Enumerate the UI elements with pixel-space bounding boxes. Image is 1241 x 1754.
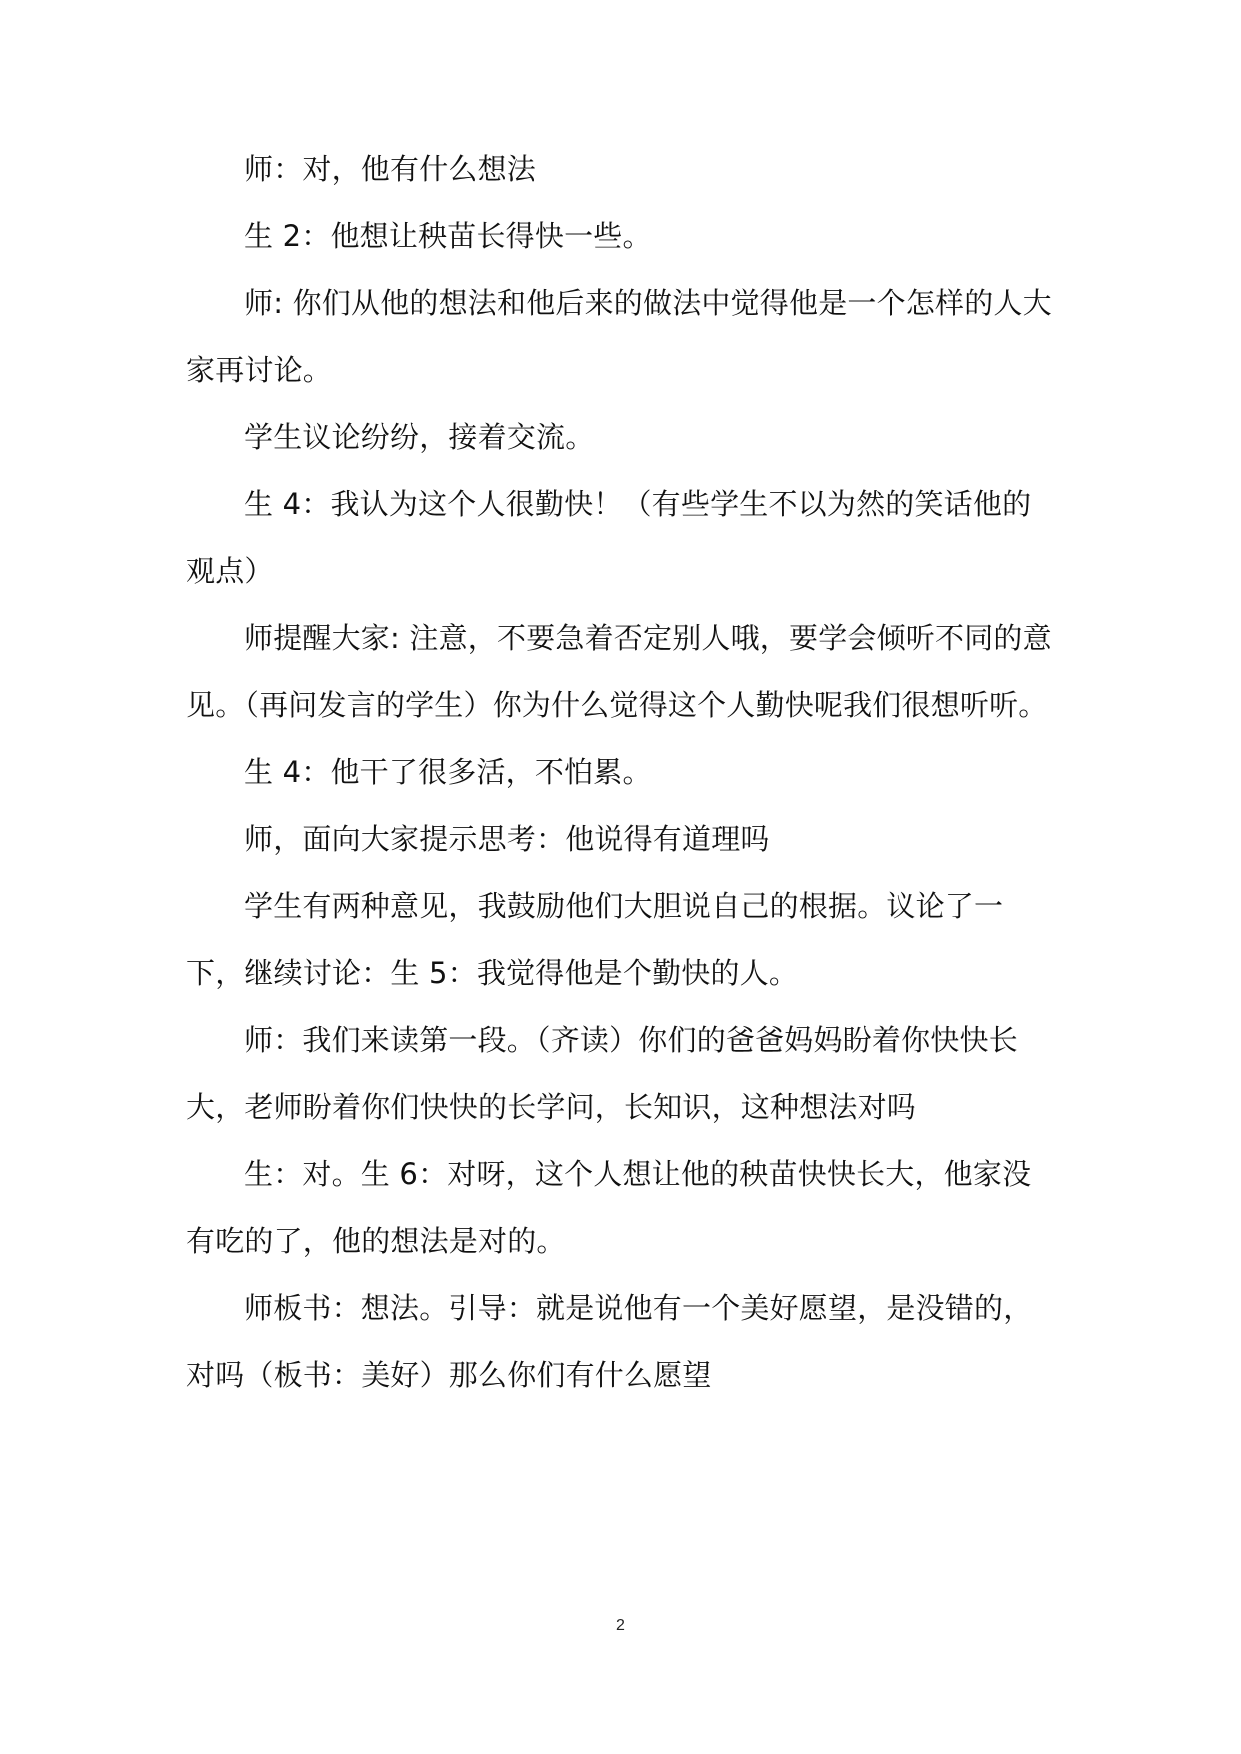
paragraph: 生 4：我认为这个人很勤快！（有些学生不以为然的笑话他的观点） xyxy=(186,487,1032,588)
paragraph: 生 4：他干了很多活，不怕累。 xyxy=(244,755,652,789)
paragraph: 生：对。生 6：对呀，这个人想让他的秧苗快快长大，他家没有吃的了，他的想法是对的。 xyxy=(186,1157,1032,1258)
paragraph: 学生议论纷纷，接着交流。 xyxy=(244,420,595,454)
paragraph: 师提醒大家: 注意，不要急着否定别人哦，要学会倾听不同的意见。（再问发言的学生）你为什么觉得这个人勤快呢我们很想听听。 xyxy=(186,621,1052,722)
page-number: 2 xyxy=(616,1617,625,1634)
paragraph: 师：对，他有什么想法 xyxy=(244,152,537,186)
paragraph: 师板书：想法。引导：就是说他有一个美好愿望，是没错的，对吗（板书：美好）那么你们有什么愿望 xyxy=(186,1291,1033,1392)
document-body xyxy=(186,136,1056,1409)
paragraph: 师：我们来读第一段。（齐读）你们的爸爸妈妈盼着你快快长大，老师盼着你们快快的长学问，长知识，这种想法对吗 xyxy=(186,1023,1018,1124)
paragraph: 师，面向大家提示思考：他说得有道理吗 xyxy=(244,822,770,856)
paragraph: 师: 你们从他的想法和他后来的做法中觉得他是一个怎样的人大家再讨论。 xyxy=(186,286,1052,387)
paragraph: 学生有两种意见，我鼓励他们大胆说自己的根据。议论了一下，继续讨论：生 5：我觉得他是个勤快的人。 xyxy=(186,889,1004,990)
paragraph: 生 2：他想让秧苗长得快一些。 xyxy=(244,219,652,253)
